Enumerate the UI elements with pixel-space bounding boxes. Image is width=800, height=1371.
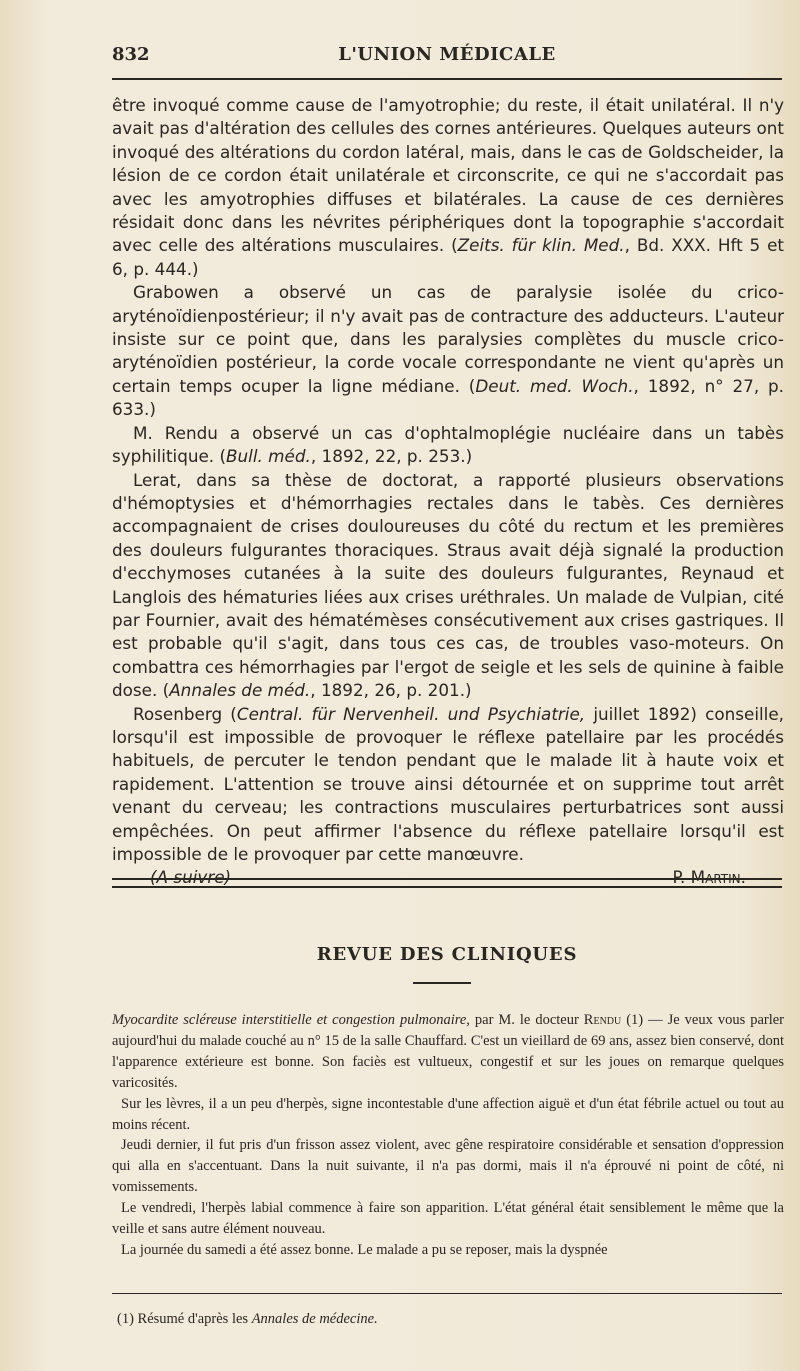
paragraph-rosenberg [112, 703, 784, 867]
paragraph-lerat [112, 469, 784, 703]
doctor-name: Rendu [583, 1012, 622, 1028]
paragraph-text: Grabowen a observé un cas de paralysie isolée du crico-aryténoïdienpostérieur; il n'y avait pas de contracture des adducteurs. L'auteur insiste sur ce point que, dans les paralysies complètes du muscle crico-aryténoïdien postérieur, la corde vocale correspondante ne vient qu'après un certain temps ocuper la ligne médiane. ( [112, 282, 784, 396]
paragraph-amyotrophie [112, 94, 784, 281]
citation-reference: Bull. méd. [226, 446, 311, 467]
paragraph-text: , 1892, 22, p. 253.) [310, 446, 473, 467]
page-number: 832 [112, 44, 150, 65]
paragraph-text: Rosenberg ( [133, 703, 237, 724]
section-title: REVUE DES CLINIQUES [316, 944, 578, 965]
paragraph-text: M. Rendu a observé un cas d'ophtalmoplégie nucléaire dans un tabès syphilitique. ( [112, 422, 784, 467]
footnote-text: (1) Résumé d'après les [117, 1311, 252, 1327]
paragraph-text: (1) — Je veux vous parler aujourd'hui du malade couché au n° 15 de la salle Chauffard. C'est un vieillard de 69 ans, assez bien conservé, dont l'apparence extérieure est bonne. Son faciès est vultueux, congestif et sur les joues on remarque quelques varicosités. [112, 1012, 784, 1091]
clinic-paragraph-friday: Le vendredi, l'herpès labial commence à faire son apparition. L'état général était sensiblement le même que la veille et sans autre élément nouveau. [112, 1200, 784, 1238]
footnote [117, 1309, 777, 1329]
clinic-paragraph-thursday: Jeudi dernier, il fut pris d'un frisson assez violent, avec gêne respiratoire considérable et sensation d'oppression qui alla en s'accentuant. Dans la nuit suivante, il n'a pas dormi, mais il n'a éprouvé ni point de côté, ni vomissements. [112, 1137, 784, 1196]
running-title: L'UNION MÉDICALE [338, 44, 556, 65]
citation-reference: Deut. med. Woch. [475, 375, 634, 396]
paragraph-text: , Bd. XXX. Hft 5 et 6, p. 444.) [112, 235, 785, 279]
article-body [112, 94, 784, 890]
citation-reference: Central. für Nervenheil. und Psychiatrie, [236, 703, 586, 724]
paragraph-text: être invoqué comme cause de l'amyotrophie; du reste, il était unilatéral. Il n'y avait pas d'altération des cellules des cornes antérieures. Quelques auteurs ont invoqué des altérations du cordon latéral, mais, dans le cas de Goldscheider, la lésion de ce cordon était unilatérale et circonscrite, ce qui ne s'accordait pas avec les amyotrophies diffuses et bilatérales. La cause de ces dernières résidait donc dans les névrites périphériques dont la topographie s'accordait avec celle des altérations musculaires. ( [112, 95, 784, 256]
paragraph-rendu [112, 422, 784, 469]
to-follow-note: (A suivre) [150, 867, 232, 888]
footnote-rule [112, 1293, 782, 1294]
page-header [112, 44, 782, 70]
clinic-paragraph-herpes: Sur les lèvres, il a un peu d'herpès, signe incontestable d'une affection aiguë et d'un état fébrile actuel ou tout au moins récent. [112, 1095, 784, 1133]
author-signature: P. Martin. [672, 867, 746, 888]
clinic-paragraph-saturday: La journée du samedi a été assez bonne. Le malade a pu se reposer, mais la dyspnée [121, 1241, 608, 1258]
paragraph-grabowen [112, 281, 784, 421]
citation-reference: Annales de méd. [169, 680, 311, 701]
header-rule [112, 78, 782, 80]
paragraph-text: , 1892, n° 27, p. 633.) [112, 375, 784, 420]
section-title-underline [413, 982, 471, 984]
paragraph-text: , 1892, 26, p. 201.) [310, 680, 472, 701]
paragraph-text: juillet 1892) conseille, lorsqu'il est impossible de provoquer le réflexe patellaire par les procédés habituels, de percuter le tendon pendant que le malade lit à haute voix et rapidement. L'attention se trouve ainsi détournée et on supprime tout arrêt venant du cerveau; les contractions musculaires perturbatrices sont aussi empêchées. On peut affirmer l'absence du réflexe patellaire lorsqu'il est impossible de le provoquer par cette manœuvre. [112, 703, 784, 864]
clinic-title: Myocardite scléreuse interstitielle et congestion pulmonaire, [112, 1012, 470, 1028]
paragraph-text: par M. le docteur [469, 1012, 584, 1028]
clinic-paragraph-intro [112, 1010, 784, 1094]
clinic-body [112, 1010, 784, 1261]
section-divider [112, 878, 782, 888]
footnote-reference: Annales de médecine. [251, 1311, 378, 1327]
paragraph-text: Lerat, dans sa thèse de doctorat, a rapporté plusieurs observations d'hémoptysies et d'hémorrhagies rectales dans le tabès. Ces dernières accompagnaient de crises douloureuses du côté du rectum et les premières des douleurs fulgurantes thoraciques. Straus avait déjà signalé la production d'ecchymoses cutanées à la suite des douleurs fulgurantes, Reynaud et Langlois des hématuries liées aux crises uréthrales. Un malade de Vulpian, cité par Fournier, avait des hématémèses consécutivement aux crises gastriques. Il est probable qu'il s'agit, dans tous ces cas, de troubles vaso-moteurs. On combattra ces hémorrhagies par l'ergot de seigle et les sels de quinine à faible dose. ( [112, 469, 784, 701]
citation-reference: Zeits. für klin. Med. [457, 235, 625, 256]
